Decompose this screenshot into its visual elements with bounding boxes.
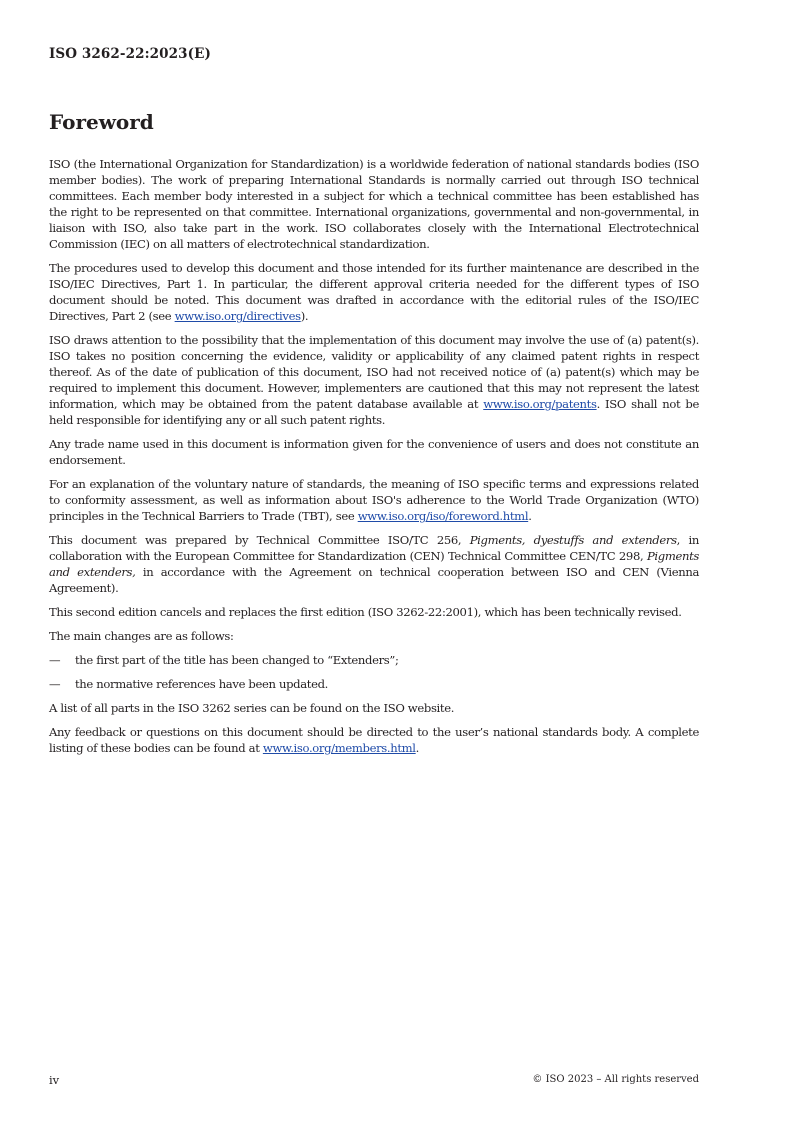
paragraph-end: . xyxy=(415,741,420,755)
foreword-link[interactable]: www.iso.org/iso/foreword.html xyxy=(357,509,529,523)
committee-title-cen: Pigments and extenders, xyxy=(49,549,699,579)
paragraph-patents xyxy=(49,332,699,428)
copyright-notice: © ISO 2023 – All rights reserved xyxy=(532,1074,699,1085)
paragraph-text: Any feedback or questions on this document should be directed to the user’s national standards body. A complete listing of these bodies can be found at xyxy=(49,725,699,755)
paragraph-procedures xyxy=(49,260,699,324)
paragraph-text: This document was prepared by Technical Committee ISO/TC 256, xyxy=(49,533,470,547)
page-title: Foreword xyxy=(49,110,154,134)
members-link[interactable]: www.iso.org/members.html xyxy=(262,741,416,755)
paragraph-iso-intro: ISO (the International Organization for Standardization) is a worldwide federation of national standards bodies (ISO member bodies). The work of preparing International Standards is normally carried out through ISO technical committees. Each member body interested in a subject for which a technical committee has been established has the right to be represented on that committee. International organizations, governmental and non-governmental, in liaison with ISO, also take part in the work. ISO collaborates closely with the International Electrotechnical Commission (IEC) on all matters of electrotechnical standardization. xyxy=(49,157,699,251)
paragraph-text: , in collaboration with the European Committee for Standardization (CEN) Technical Committee CEN/TC 298, xyxy=(49,533,699,563)
list-item xyxy=(49,652,699,668)
list-dash: — xyxy=(49,677,61,691)
paragraph-text: ISO draws attention to the possibility that the implementation of this document may involve the use of (a) patent(s). ISO takes no position concerning the evidence, validity or applicability of any claimed patent rights in respect thereof. As of the date of publication of this document, ISO had not received notice of (a) patent(s) which may be required to implement this document. However, implementers are cautioned that this may not represent the latest information, which may be obtained from the patent database available at xyxy=(49,333,699,411)
document-id: ISO 3262-22:2023(E) xyxy=(49,46,212,62)
paragraph-text: The procedures used to develop this document and those intended for its further maintenance are described in the ISO/IEC Directives, Part 1. In particular, the different approval criteria needed for the different types of ISO document should be noted. This document was drafted in accordance with the editorial rules of the ISO/IEC Directives, Part 2 (see xyxy=(49,261,699,323)
paragraph-trade-name: Any trade name used in this document is information given for the convenience of users and does not constitute an endorsement. xyxy=(49,437,699,467)
paragraph-voluntary-nature xyxy=(49,476,699,524)
patents-link[interactable]: www.iso.org/patents xyxy=(483,397,597,411)
paragraph-text: For an explanation of the voluntary nature of standards, the meaning of ISO specific terms and expressions related to conformity assessment, as well as information about ISO's adherence to the World Trade Organization (WTO) principles in the Technical Barriers to Trade (TBT), see xyxy=(49,477,699,523)
paragraph-end: . xyxy=(528,509,532,523)
paragraph-prepared-by xyxy=(49,532,699,596)
paragraph-text: in accordance with the Agreement on technical cooperation between ISO and CEN (Vienna Agreement). xyxy=(49,565,700,595)
paragraph-end: ). xyxy=(300,309,309,323)
directives-link[interactable]: www.iso.org/directives xyxy=(174,309,301,323)
paragraph-end: . ISO shall not be held responsible for identifying any or all such patent rights. xyxy=(49,397,699,427)
paragraph-main-changes: The main changes are as follows: xyxy=(49,629,234,643)
list-item-text: the normative references have been updated. xyxy=(75,677,329,691)
paragraph-series: A list of all parts in the ISO 3262 series can be found on the ISO website. xyxy=(49,701,455,715)
committee-title-iso: Pigments, dyestuffs and extenders xyxy=(469,533,677,547)
list-dash: — xyxy=(49,653,61,667)
list-item xyxy=(49,676,699,692)
foreword-body xyxy=(49,156,699,764)
list-item-text: the first part of the title has been changed to “Extenders”; xyxy=(75,653,399,667)
page-number: iv xyxy=(49,1073,60,1087)
paragraph-edition: This second edition cancels and replaces the first edition (ISO 3262-22:2001), which has been technically revised. xyxy=(49,605,682,619)
paragraph-feedback xyxy=(49,724,699,756)
